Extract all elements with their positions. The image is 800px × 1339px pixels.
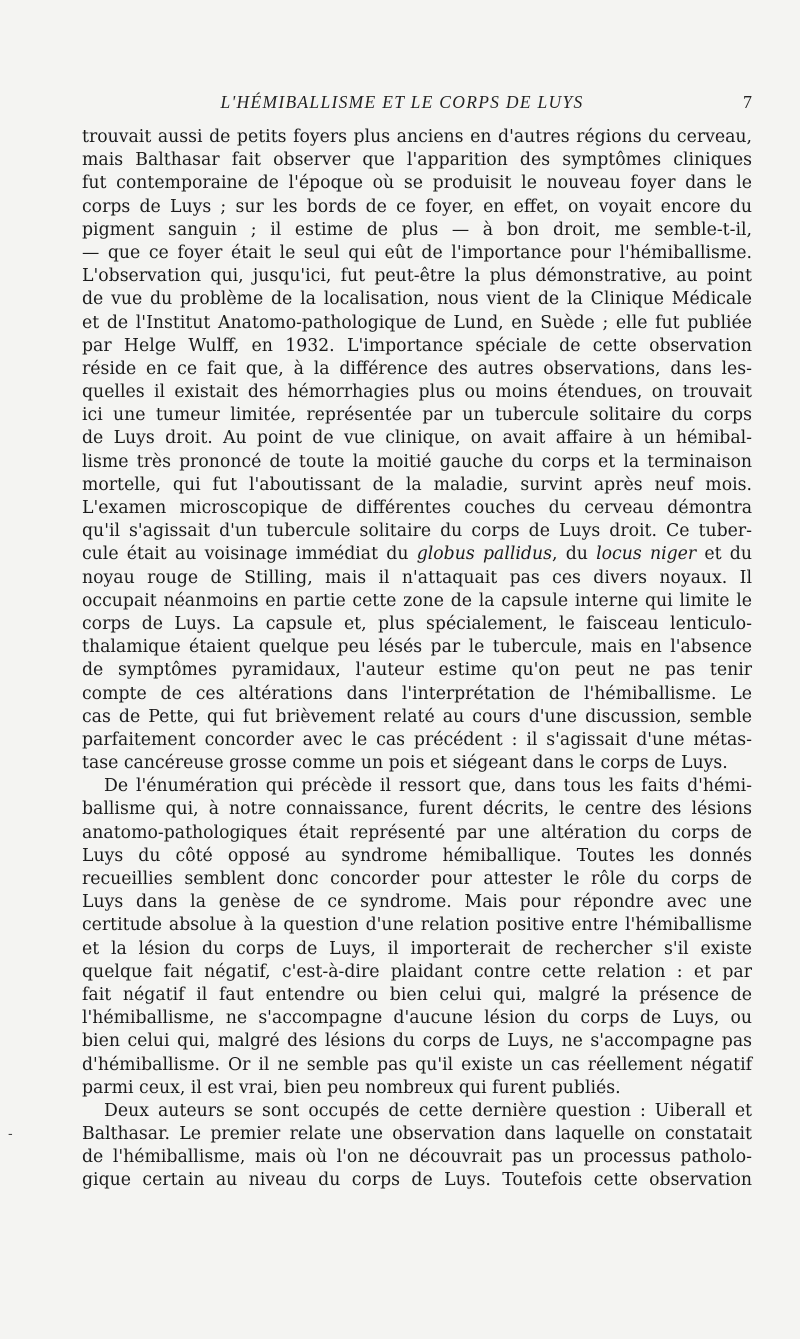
text-line: l'hémiballisme, ne s'accompagne d'aucune lésion du corps de Luys, ou [82, 1008, 752, 1029]
text-line: thalamique étaient quelque peu lésés par le tubercule, mais en l'absence [82, 637, 752, 658]
text-line: qu'il s'agissait d'un tubercule solitaire du corps de Luys droit. Ce tuber- [82, 521, 752, 542]
margin-mark: - [8, 1125, 13, 1141]
text-line: recueillies semblent donc concorder pour attester le rôle du corps de [82, 869, 752, 889]
page-header [82, 92, 752, 116]
text-line: mais Balthasar fait observer que l'apparition des symptômes cliniques [82, 150, 752, 171]
text-line: Balthasar. Le premier relate une observation dans laquelle on constatait [82, 1124, 752, 1145]
text-line: fait négatif il faut entendre ou bien celui qui, malgré la présence de [82, 984, 752, 1005]
running-head: L'HÉMIBALLISME ET LE CORPS DE LUYS [220, 92, 584, 112]
text-line: de symptômes pyramidaux, l'auteur estime qu'on peut ne pas tenir [82, 660, 752, 681]
text-line: et la lésion du corps de Luys, il importerait de rechercher s'il existe [82, 938, 752, 959]
text-line: de vue du problème de la localisation, nous vient de la Clinique Médicale [82, 289, 752, 310]
text-line: parfaitement concorder avec le cas précédent : il s'agissait d'une métas- [82, 729, 752, 750]
text-line: compte de ces altérations dans l'interprétation de l'hémiballisme. Le [82, 683, 752, 704]
text-line: fut contemporaine de l'époque où se produisit le nouveau foyer dans le [82, 173, 752, 194]
text-line: parmi ceux, il est vrai, bien peu nombreux qui furent publiés. [82, 1077, 621, 1098]
text-line: corps de Luys. La capsule et, plus spécialement, le faisceau lenticulo- [82, 613, 752, 634]
text-line: trouvait aussi de petits foyers plus anciens en d'autres régions du cerveau, [82, 127, 752, 147]
text-line: et de l'Institut Anatomo-pathologique de Lund, en Suède ; elle fut publiée [82, 312, 752, 333]
text-line: gique certain au niveau du corps de Luys. Toutefois cette observation [82, 1170, 752, 1191]
text-line: ballisme qui, à notre connaissance, furent décrits, le centre des lésions [82, 799, 752, 820]
text-line: De l'énumération qui précède il ressort que, dans tous les faits d'hémi- [104, 776, 752, 797]
text-line: lisme très prononcé de toute la moitié gauche du corps et la terminaison [82, 451, 752, 472]
text-line: L'observation qui, jusqu'ici, fut peut-être la plus démonstrative, au point [82, 266, 752, 287]
italic-term: globus pallidus [416, 544, 552, 565]
body-text [82, 126, 752, 1193]
page-number: 7 [743, 92, 752, 112]
text-line: bien celui qui, malgré des lésions du corps de Luys, ne s'accompagne pas [82, 1031, 752, 1052]
text-line: par Helge Wulff, en 1932. L'importance spéciale de cette observation [82, 335, 752, 356]
text-line: pigment sanguin ; il estime de plus — à bon droit, me semble-t-il, [82, 219, 752, 240]
text-line: de Luys droit. Au point de vue clinique, on avait affaire à un hémibal- [82, 428, 752, 449]
text-line: anatomo-pathologiques était représenté par une altération du corps de [82, 822, 752, 843]
text-line: noyau rouge de Stilling, mais il n'attaquait pas ces divers noyaux. Il [82, 567, 752, 588]
text-line: — que ce foyer était le seul qui eût de l'importance pour l'hémiballisme. [82, 242, 752, 263]
text-line-with-italics: cule était au voisinage immédiat du globus pallidus, du locus niger et du [82, 544, 752, 565]
text-line: Luys du côté opposé au syndrome hémiballique. Toutes les donnés [82, 845, 752, 866]
text-line: quelles il existait des hémorrhagies plus ou moins étendues, on trouvait [82, 382, 752, 403]
text-line: réside en ce fait que, à la différence des autres observations, dans les- [82, 358, 752, 379]
text-line: occupait néanmoins en partie cette zone de la capsule interne qui limite le [82, 590, 752, 611]
text-line: cas de Pette, qui fut brièvement relaté au cours d'une discussion, semble [82, 706, 752, 727]
text-line: d'hémiballisme. Or il ne semble pas qu'il existe un cas réellement négatif [82, 1054, 752, 1075]
text-line: Luys dans la genèse de ce syndrome. Mais pour répondre avec une [82, 892, 752, 913]
text-line: tase cancéreuse grosse comme un pois et siégeant dans le corps de Luys. [82, 753, 728, 774]
text-line: L'examen microscopique de différentes couches du cerveau démontra [82, 498, 752, 518]
text-line: Deux auteurs se sont occupés de cette dernière question : Uiberall et [104, 1100, 752, 1121]
text-line: de l'hémiballisme, mais où l'on ne découvrait pas un processus patholo- [82, 1147, 752, 1168]
text-line: quelque fait négatif, c'est-à-dire plaidant contre cette relation : et par [82, 961, 752, 982]
text-line: ici une tumeur limitée, représentée par un tubercule solitaire du corps [82, 405, 752, 426]
text-line: mortelle, qui fut l'aboutissant de la maladie, survint après neuf mois. [82, 474, 752, 495]
text-line: certitude absolue à la question d'une relation positive entre l'hémiballisme [82, 915, 752, 936]
italic-term: locus niger [596, 544, 697, 565]
text-line: corps de Luys ; sur les bords de ce foyer, en effet, on voyait encore du [82, 196, 752, 217]
